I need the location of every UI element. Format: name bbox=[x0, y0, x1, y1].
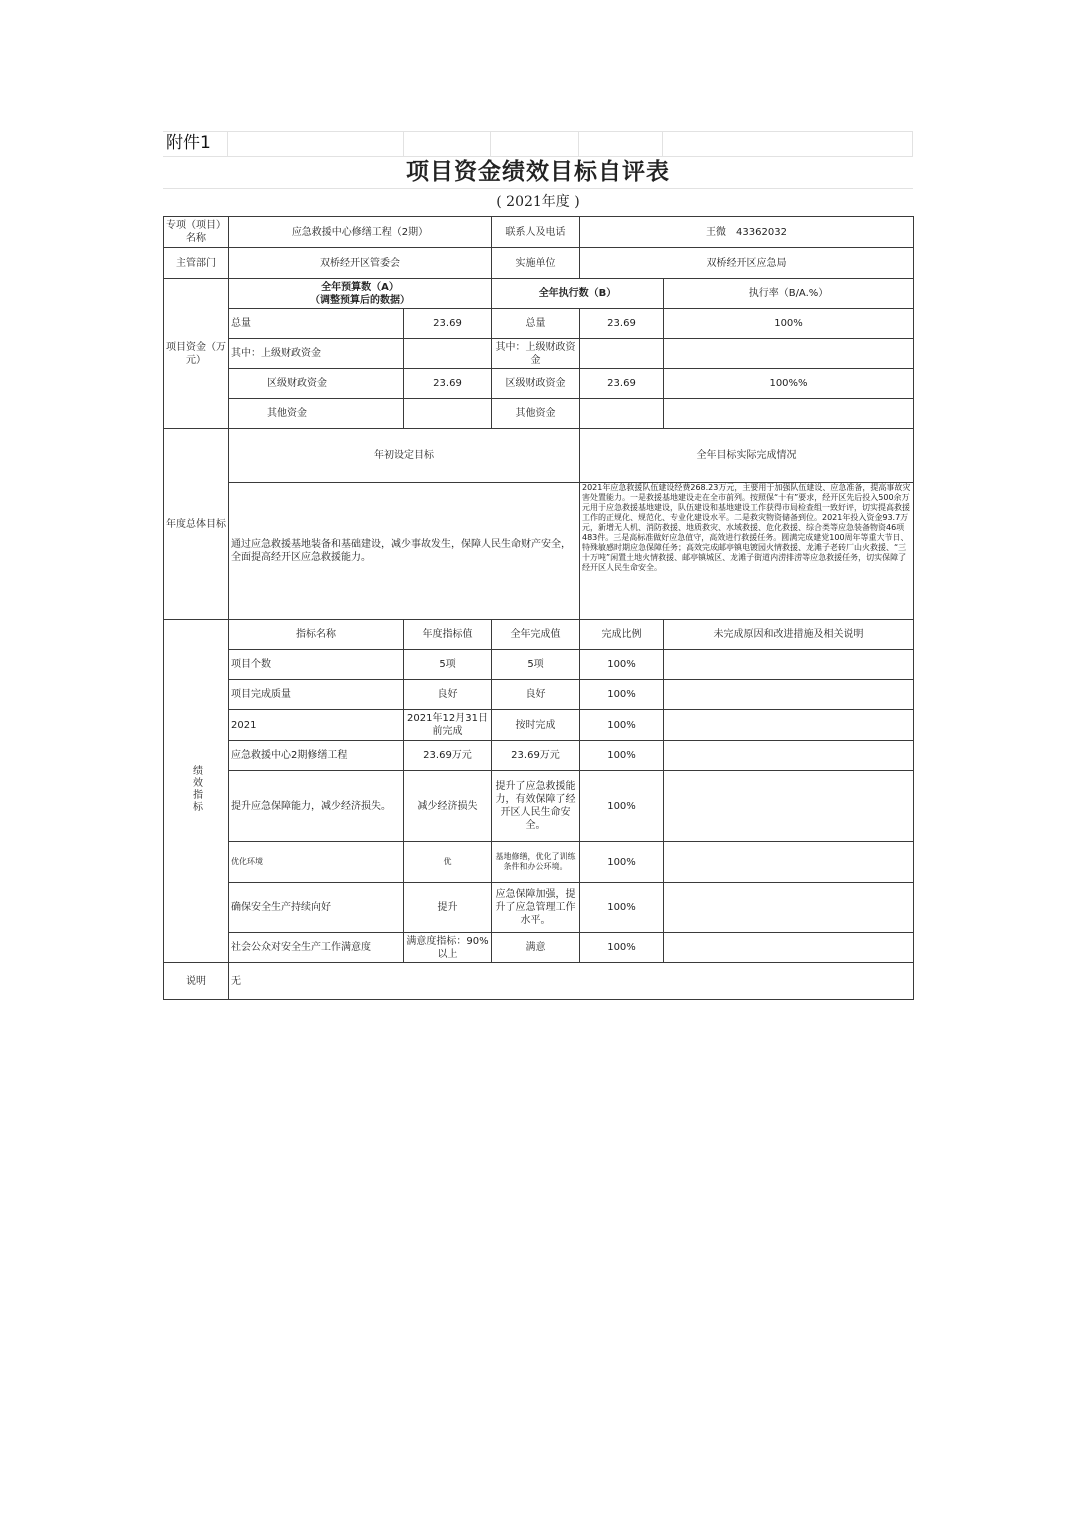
budget-header-line2: （调整预算后的数据） bbox=[310, 294, 410, 306]
indicator-row bbox=[164, 933, 914, 963]
remarks-label: 说明 bbox=[164, 963, 229, 1000]
fund-rate: 100% bbox=[664, 309, 914, 339]
indicator-note bbox=[664, 883, 914, 933]
project-name-label: 专项（项目）名称 bbox=[164, 217, 229, 248]
fund-b-label: 其中：上级财政资金 bbox=[492, 339, 580, 369]
indicator-name: 项目个数 bbox=[229, 650, 404, 680]
fund-a-label: 总量 bbox=[229, 309, 404, 339]
indicator-col-ratio: 完成比例 bbox=[580, 620, 664, 650]
indicator-actual: 5项 bbox=[492, 650, 580, 680]
self-evaluation-sheet bbox=[163, 131, 913, 1002]
indicator-note bbox=[664, 710, 914, 741]
indicator-ratio: 100% bbox=[580, 741, 664, 771]
fund-rate bbox=[664, 339, 914, 369]
indicator-note bbox=[664, 771, 914, 842]
initial-goal-header: 年初设定目标 bbox=[229, 429, 580, 483]
indicator-actual: 按时完成 bbox=[492, 710, 580, 741]
initial-goal-text: 通过应急救援基地装备和基础建设，减少事故发生，保障人民生命财产安全，全面提高经开区应急救援能力。 bbox=[229, 483, 580, 620]
funds-header-row bbox=[164, 279, 914, 309]
indicator-col-name: 指标名称 bbox=[229, 620, 404, 650]
indicator-ratio: 100% bbox=[580, 680, 664, 710]
indicator-col-note: 未完成原因和改进措施及相关说明 bbox=[664, 620, 914, 650]
grid-line bbox=[662, 131, 663, 156]
indicator-name: 项目完成质量 bbox=[229, 680, 404, 710]
funds-section-label: 项目资金（万元） bbox=[164, 279, 229, 429]
indicator-note bbox=[664, 741, 914, 771]
indicator-target: 优 bbox=[404, 842, 492, 883]
fund-a-label: 区级财政资金 bbox=[229, 369, 404, 399]
remarks-value: 无 bbox=[229, 963, 914, 1000]
indicator-header-row bbox=[164, 620, 914, 650]
dept-row bbox=[164, 248, 914, 279]
impl-label: 实施单位 bbox=[492, 248, 580, 279]
actual-goal-header: 全年目标实际完成情况 bbox=[580, 429, 914, 483]
indicator-name: 应急救援中心2期修缮工程 bbox=[229, 741, 404, 771]
goals-content-row bbox=[164, 483, 914, 620]
fund-b-value bbox=[580, 339, 664, 369]
indicator-target: 减少经济损失 bbox=[404, 771, 492, 842]
indicator-target: 5项 bbox=[404, 650, 492, 680]
dept-label: 主管部门 bbox=[164, 248, 229, 279]
indicator-row bbox=[164, 842, 914, 883]
rate-header: 执行率（B/A.%） bbox=[664, 279, 914, 309]
funds-row bbox=[164, 369, 914, 399]
grid-line bbox=[227, 131, 228, 156]
indicator-row bbox=[164, 771, 914, 842]
fund-rate: 100%% bbox=[664, 369, 914, 399]
indicator-note bbox=[664, 680, 914, 710]
indicator-target: 2021年12月31日前完成 bbox=[404, 710, 492, 741]
indicator-name: 确保安全生产持续向好 bbox=[229, 883, 404, 933]
indicator-note bbox=[664, 650, 914, 680]
fund-b-label: 其他资金 bbox=[492, 399, 580, 429]
indicator-ratio: 100% bbox=[580, 842, 664, 883]
fund-a-label: 其中：上级财政资金 bbox=[229, 339, 404, 369]
fund-b-value: 23.69 bbox=[580, 309, 664, 339]
indicator-ratio: 100% bbox=[580, 883, 664, 933]
fund-b-value bbox=[580, 399, 664, 429]
grid-line bbox=[490, 131, 491, 156]
indicator-col-actual: 全年完成值 bbox=[492, 620, 580, 650]
indicator-col-target: 年度指标值 bbox=[404, 620, 492, 650]
indicator-row bbox=[164, 741, 914, 771]
budget-header-line1: 全年预算数（A） bbox=[321, 281, 399, 293]
indicator-name: 2021 bbox=[229, 710, 404, 741]
grid-line bbox=[912, 131, 913, 156]
indicator-section-cell bbox=[164, 620, 229, 963]
indicator-target: 23.69万元 bbox=[404, 741, 492, 771]
exec-header: 全年执行数（B） bbox=[492, 279, 664, 309]
annex-label: 附件1 bbox=[166, 133, 211, 153]
indicator-actual: 提升了应急救援能力，有效保障了经开区人民生命安全。 bbox=[492, 771, 580, 842]
contact-value: 王微 43362032 bbox=[580, 217, 914, 248]
fund-a-label: 其他资金 bbox=[229, 399, 404, 429]
grid-line bbox=[403, 131, 404, 156]
fund-a-value: 23.69 bbox=[404, 369, 492, 399]
indicator-ratio: 100% bbox=[580, 933, 664, 963]
indicator-actual: 基地修缮，优化了训练条件和办公环境。 bbox=[492, 842, 580, 883]
indicator-actual: 满意 bbox=[492, 933, 580, 963]
remarks-row bbox=[164, 963, 914, 1000]
indicator-target: 良好 bbox=[404, 680, 492, 710]
grid-line bbox=[578, 131, 579, 156]
indicator-row bbox=[164, 650, 914, 680]
indicator-row bbox=[164, 883, 914, 933]
fund-b-label: 总量 bbox=[492, 309, 580, 339]
funds-row bbox=[164, 399, 914, 429]
budget-header bbox=[229, 279, 492, 309]
indicator-note bbox=[664, 842, 914, 883]
fund-b-value: 23.69 bbox=[580, 369, 664, 399]
indicator-ratio: 100% bbox=[580, 771, 664, 842]
fiscal-year: ( 2021年度 ) bbox=[496, 194, 580, 210]
indicator-actual: 23.69万元 bbox=[492, 741, 580, 771]
indicator-actual: 良好 bbox=[492, 680, 580, 710]
indicator-name: 社会公众对安全生产工作满意度 bbox=[229, 933, 404, 963]
contact-label: 联系人及电话 bbox=[492, 217, 580, 248]
indicator-target: 提升 bbox=[404, 883, 492, 933]
project-row bbox=[164, 217, 914, 248]
funds-row bbox=[164, 339, 914, 369]
fund-rate bbox=[664, 399, 914, 429]
indicator-name: 优化环境 bbox=[229, 842, 404, 883]
goals-header-row bbox=[164, 429, 914, 483]
fund-a-value bbox=[404, 399, 492, 429]
grid-line bbox=[163, 131, 913, 132]
indicator-row bbox=[164, 710, 914, 741]
indicator-ratio: 100% bbox=[580, 650, 664, 680]
indicator-actual: 应急保障加强，提升了应急管理工作水平。 bbox=[492, 883, 580, 933]
project-name-value: 应急救援中心修缮工程（2期） bbox=[229, 217, 492, 248]
indicator-name: 提升应急保障能力，减少经济损失。 bbox=[229, 771, 404, 842]
goals-section-label: 年度总体目标 bbox=[164, 429, 229, 620]
indicator-note bbox=[664, 933, 914, 963]
evaluation-table bbox=[163, 216, 914, 1000]
actual-goal-text: 2021年应急救援队伍建设经费268.23万元，主要用于加强队伍建设、应急准备，提高事故灾害处置能力。一是救援基地建设走在全市前列。按照保“十有”要求，经开区先后投入500余万元用于应急救援基地建设，队伍建设和基地建设工作获得市局检查组一致好评，切实提高救援工作的正规化、规范化、专业化建设水平。二是救灾物资储备到位。2021年投入资金93.7万元，新增无人机、消防救援、地质救灾、水域救援、危化救援、综合类等应急装备物资46项483件。三是高标准做好应急值守，高效进行救援任务。圆满完成建党100周年等重大节日、特殊敏感时期应急保障任务；高效完成邮亭镇电镀园火情救援、龙滩子老砖厂山火救援、“三十万吨”闲置土地火情救援、邮亭镇城区、龙滩子街道内涝排涝等应急救援任务，切实保障了经开区人民生命安全。 bbox=[580, 483, 914, 620]
impl-value: 双桥经开区应急局 bbox=[580, 248, 914, 279]
fund-a-value bbox=[404, 339, 492, 369]
dept-value: 双桥经开区管委会 bbox=[229, 248, 492, 279]
indicator-target: 满意度指标：90%以上 bbox=[404, 933, 492, 963]
fund-a-value: 23.69 bbox=[404, 309, 492, 339]
fund-b-label: 区级财政资金 bbox=[492, 369, 580, 399]
indicator-row bbox=[164, 680, 914, 710]
page-title: 项目资金绩效目标自评表 bbox=[406, 158, 670, 185]
indicator-ratio: 100% bbox=[580, 710, 664, 741]
indicator-section-label: 绩效指标 bbox=[190, 765, 202, 813]
funds-row bbox=[164, 309, 914, 339]
